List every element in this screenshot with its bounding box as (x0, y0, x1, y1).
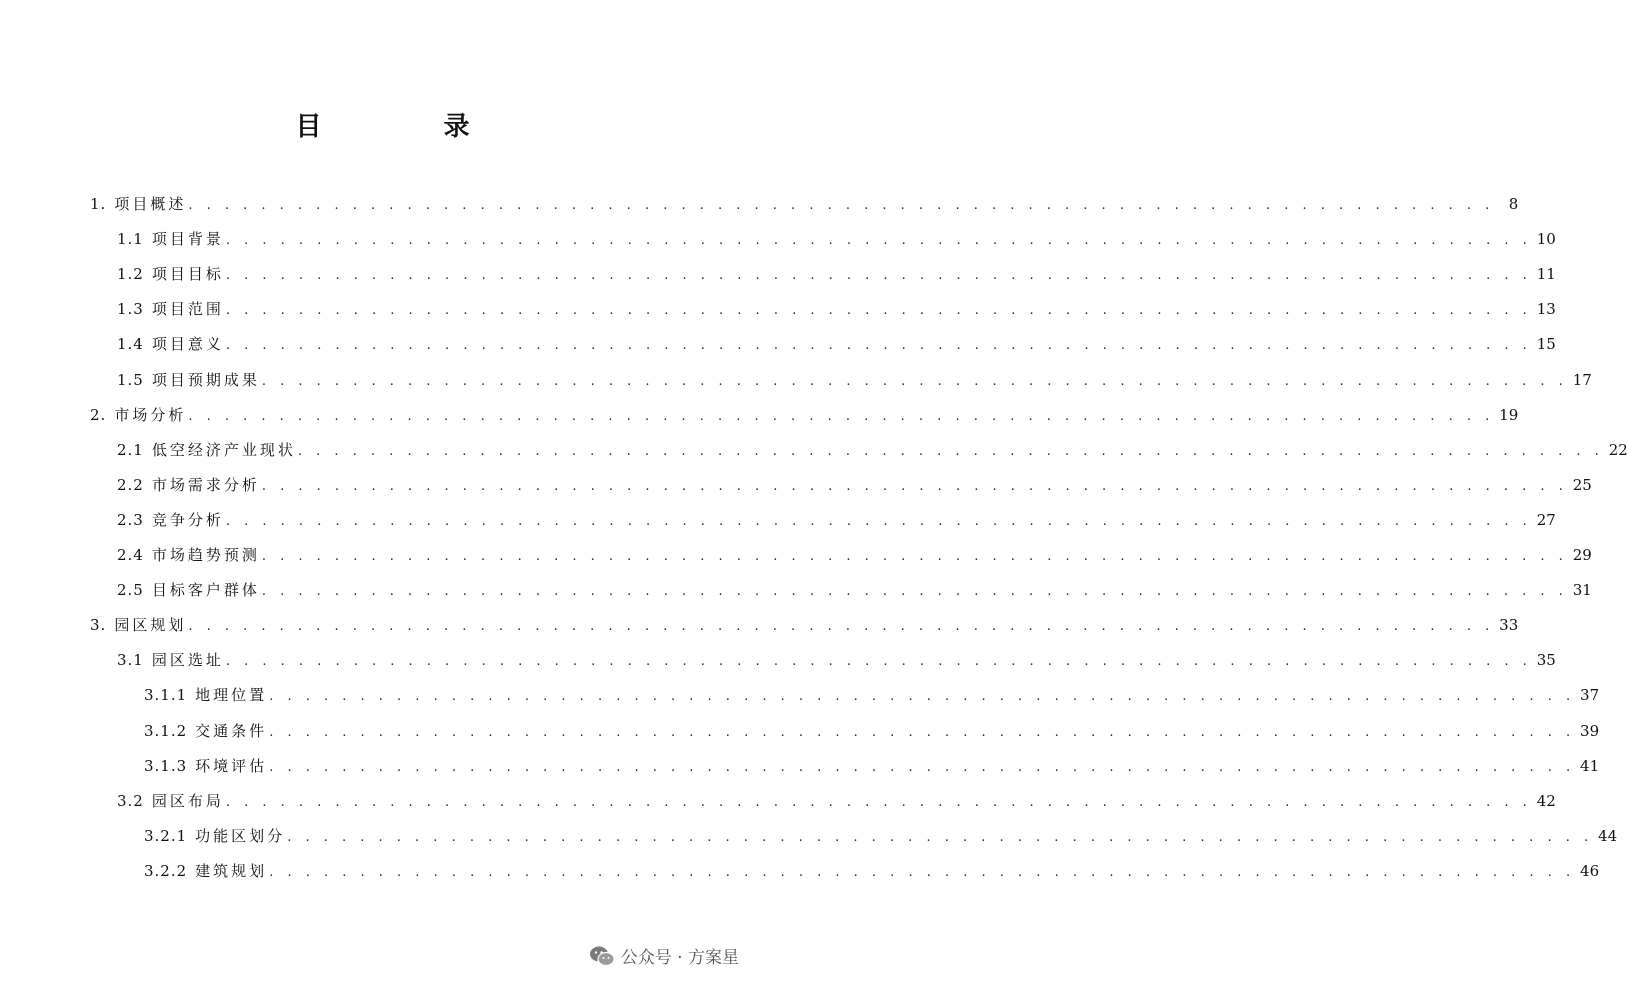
toc-entry[interactable] (117, 648, 1556, 672)
toc-entry-page-number: 25 (1572, 475, 1592, 494)
toc-entry-title: 竞争分析 (151, 510, 224, 529)
toc-entry-title: 园区选址 (151, 651, 224, 670)
toc-dot-leader: . . . . . . . . . . . . . . . . . . . . . . . . . . . . . . . . . . . . . . . . . . . . . . . . . . . . . . . . . . . . . . . . . . . . . . . . (225, 303, 1532, 319)
toc-entry[interactable] (117, 578, 1592, 602)
toc-entry[interactable] (144, 859, 1600, 883)
toc-entry-title: 园区布局 (151, 791, 224, 810)
toc-entry-page-number: 29 (1572, 546, 1592, 564)
toc-entry-title: 功能区划分 (195, 826, 286, 845)
toc-dot-leader: . . . . . . . . . . . . . . . . . . . . . . . . . . . . . . . . . . . . . . . . . . . . . . . . . . . . . . . . . . . . . . . . . . . . . . . . (269, 864, 1576, 880)
toc-entry-title: 园区规划 (114, 616, 187, 635)
toc-dot-leader: . . . . . . . . . . . . . . . . . . . . . . . . . . . . . . . . . . . . . . . . . . . . . . . . . . . . . . . . . . . . . . . . . . . . . . . . (225, 513, 1532, 529)
toc-entry-number: 3.1 (117, 651, 144, 670)
toc-dot-leader: . . . . . . . . . . . . . . . . . . . . . . . . . . . . . . . . . . . . . . . . . . . . . . . . . . . . . . . . . . . . . . . . . . . . . . . . (261, 478, 1568, 494)
toc-entry-page-number: 35 (1536, 651, 1556, 670)
toc-dot-leader: . . . . . . . . . . . . . . . . . . . . . . . . . . . . . . . . . . . . . . . . . . . . . . . . . . . . . . . . . . . . . . . . . . . . . . . . (297, 443, 1604, 459)
toc-entry-page-number: 8 (1508, 195, 1519, 213)
toc-entry-number: 2.4 (117, 546, 144, 564)
watermark (589, 943, 739, 968)
toc-entry-page-number: 33 (1499, 616, 1519, 635)
toc-dot-leader: . . . . . . . . . . . . . . . . . . . . . . . . . . . . . . . . . . . . . . . . . . . . . . . . . . . . . . . . . . . . . . . . . . . . . . . . (188, 619, 1495, 635)
toc-entry-title: 项目预期成果 (151, 370, 260, 389)
toc-entry[interactable] (117, 789, 1556, 813)
toc-dot-leader: . . . . . . . . . . . . . . . . . . . . . . . . . . . . . . . . . . . . . . . . . . . . . . . . . . . . . . . . . . . . . . . . . . . . . . . . (188, 408, 1495, 424)
toc-entry-page-number: 19 (1499, 405, 1519, 424)
toc-dot-leader: . . . . . . . . . . . . . . . . . . . . . . . . . . . . . . . . . . . . . . . . . . . . . . . . . . . . . . . . . . . . . . . . . . . . . . . . (225, 268, 1532, 284)
toc-entry[interactable] (117, 332, 1556, 356)
toc-entry-number: 3.1.3 (144, 756, 188, 775)
toc-entry[interactable] (144, 824, 1618, 848)
toc-entry-title: 项目意义 (151, 335, 224, 354)
toc-entry-number: 3.2 (117, 791, 144, 810)
toc-entry[interactable] (117, 508, 1556, 532)
toc-entry-title: 交通条件 (195, 721, 268, 740)
toc-entry[interactable] (117, 297, 1556, 321)
toc-dot-leader: . . . . . . . . . . . . . . . . . . . . . . . . . . . . . . . . . . . . . . . . . . . . . . . . . . . . . . . . . . . . . . . . . . . . . . . . (225, 338, 1532, 354)
toc-dot-leader: . . . . . . . . . . . . . . . . . . . . . . . . . . . . . . . . . . . . . . . . . . . . . . . . . . . . . . . . . . . . . . . . . . . . . . . . (261, 584, 1568, 600)
toc-entry-title: 目标客户群体 (151, 581, 260, 600)
toc-entry-title: 市场需求分析 (151, 475, 260, 494)
toc-entry-number: 2.1 (117, 440, 144, 459)
toc-entry-number: 3. (90, 616, 107, 635)
toc-entry-title: 项目背景 (151, 230, 224, 249)
toc-dot-leader: . . . . . . . . . . . . . . . . . . . . . . . . . . . . . . . . . . . . . . . . . . . . . . . . . . . . . . . . . . . . . . . . . . . . . . . . (269, 724, 1576, 740)
toc-entry-title: 项目目标 (151, 265, 224, 284)
toc-entry-number: 3.2.1 (144, 826, 188, 845)
toc-entry-number: 1.3 (117, 300, 144, 319)
toc-dot-leader: . . . . . . . . . . . . . . . . . . . . . . . . . . . . . . . . . . . . . . . . . . . . . . . . . . . . . . . . . . . . . . . . . . . . . . . . (261, 549, 1568, 564)
toc-entry-title: 建筑规划 (195, 861, 268, 880)
toc-entry[interactable] (90, 613, 1519, 637)
toc-entry-number: 1.5 (117, 370, 144, 389)
toc-entry-page-number: 42 (1536, 791, 1556, 810)
toc-dot-leader: . . . . . . . . . . . . . . . . . . . . . . . . . . . . . . . . . . . . . . . . . . . . . . . . . . . . . . . . . . . . . . . . . . . . . . . . (225, 654, 1532, 670)
toc-entry-number: 1.2 (117, 265, 144, 284)
toc-entry-title: 项目概述 (114, 195, 187, 213)
watermark-text: 公众号 · 方案星 (620, 948, 739, 968)
toc-dot-leader: . . . . . . . . . . . . . . . . . . . . . . . . . . . . . . . . . . . . . . . . . . . . . . . . . . . . . . . . . . . . . . . . . . . . . . . . (287, 829, 1594, 845)
toc-entry[interactable] (144, 683, 1600, 707)
toc-entry-title: 地理位置 (195, 686, 268, 705)
toc-dot-leader: . . . . . . . . . . . . . . . . . . . . . . . . . . . . . . . . . . . . . . . . . . . . . . . . . . . . . . . . . . . . . . . . . . . . . . . . (225, 233, 1532, 249)
toc-entry-number: 2.2 (117, 475, 144, 494)
toc-dot-leader: . . . . . . . . . . . . . . . . . . . . . . . . . . . . . . . . . . . . . . . . . . . . . . . . . . . . . . . . . . . . . . . . . . . . . . . . (269, 689, 1576, 705)
page-title: 目 录 (295, 112, 518, 142)
toc-entry-title: 项目范围 (151, 300, 224, 319)
toc-entry-title: 环境评估 (195, 756, 268, 775)
wechat-icon (589, 945, 615, 967)
toc-entry-number: 3.2.2 (144, 861, 188, 880)
toc-dot-leader: . . . . . . . . . . . . . . . . . . . . . . . . . . . . . . . . . . . . . . . . . . . . . . . . . . . . . . . . . . . . . . . . . . . . . . . . (188, 198, 1495, 213)
toc-entry-page-number: 11 (1536, 265, 1556, 284)
toc-entry[interactable] (117, 262, 1556, 286)
toc-entry-number: 1.1 (117, 230, 144, 249)
toc-dot-leader: . . . . . . . . . . . . . . . . . . . . . . . . . . . . . . . . . . . . . . . . . . . . . . . . . . . . . . . . . . . . . . . . . . . . . . . . (261, 373, 1568, 389)
toc-entry-page-number: 31 (1572, 581, 1592, 600)
toc-entry-number: 2.5 (117, 581, 144, 600)
toc-entry-page-number: 10 (1536, 230, 1556, 249)
toc-entry-number: 2.3 (117, 510, 144, 529)
toc-entry-page-number: 27 (1536, 510, 1556, 529)
toc-entry-title: 市场分析 (114, 405, 187, 424)
toc-dot-leader: . . . . . . . . . . . . . . . . . . . . . . . . . . . . . . . . . . . . . . . . . . . . . . . . . . . . . . . . . . . . . . . . . . . . . . . . (269, 759, 1576, 775)
toc-entry-page-number: 37 (1580, 686, 1600, 705)
toc-entry[interactable] (90, 403, 1519, 427)
toc-entry-number: 1.4 (117, 335, 144, 354)
toc-entry[interactable] (117, 543, 1592, 567)
toc-entry-page-number: 39 (1580, 721, 1600, 740)
toc-entry-page-number: 22 (1608, 440, 1628, 459)
toc-entry-page-number: 15 (1536, 335, 1556, 354)
toc-entry-number: 2. (90, 405, 107, 424)
toc-entry[interactable] (117, 368, 1592, 392)
toc-entry[interactable] (117, 438, 1628, 462)
toc-entry-page-number: 17 (1572, 370, 1592, 389)
toc-entry-title: 低空经济产业现状 (151, 440, 296, 459)
toc-entry[interactable] (117, 473, 1592, 497)
toc-entry[interactable] (144, 719, 1600, 743)
toc-entry[interactable] (144, 754, 1600, 778)
toc-entry-title: 市场趋势预测 (151, 546, 260, 564)
toc-entry-number: 3.1.2 (144, 721, 188, 740)
toc-entry-page-number: 46 (1580, 861, 1600, 880)
toc-entry[interactable] (117, 227, 1556, 251)
toc-entry-number: 3.1.1 (144, 686, 188, 705)
toc-entry[interactable] (90, 192, 1519, 216)
toc-entry-page-number: 13 (1536, 300, 1556, 319)
toc-entry-page-number: 41 (1580, 756, 1600, 775)
toc-dot-leader: . . . . . . . . . . . . . . . . . . . . . . . . . . . . . . . . . . . . . . . . . . . . . . . . . . . . . . . . . . . . . . . . . . . . . . . . (225, 794, 1532, 810)
toc-entry-number: 1. (90, 195, 107, 213)
toc-entry-page-number: 44 (1598, 826, 1618, 845)
